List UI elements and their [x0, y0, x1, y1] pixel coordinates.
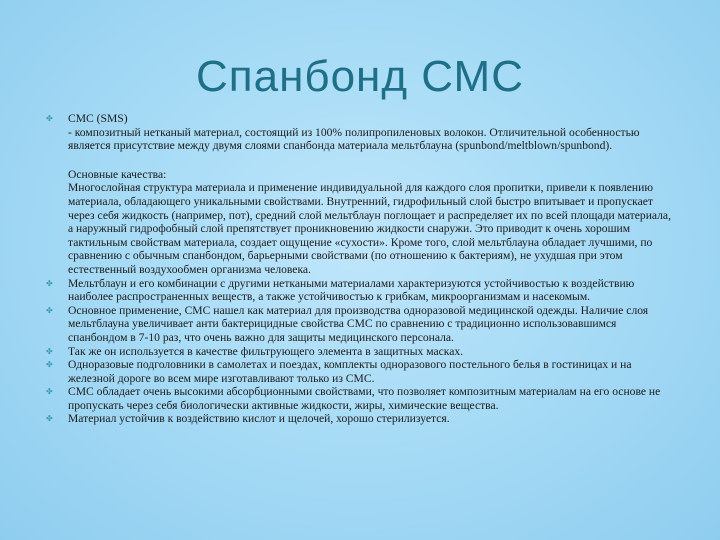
bullet-text: Материал устойчив к воздействию кислот и щелочей, хорошо стерилизуется.: [68, 412, 450, 426]
bullet-text: Так же он используется в качестве фильтрующего элемента в защитных масках.: [68, 344, 464, 358]
bullet-text: СМС (SMS) - композитный нетканый материал, состоящий из 100% полипропиленовых волокон. Отличительной особенностью является присутствие между двумя слоями спанбонда материала мельтблауна (spunbond/meltblown/spunbond).: [68, 112, 640, 153]
bullet-item: [46, 344, 678, 359]
bullet-text: Мельтблаун и его комбинации с другими неткаными материалами характеризуются устойчивостью к воздействию наиболее распространенных веществ, а также устойчивостью к грибкам, микроорганизмам и насекомым.: [68, 276, 635, 304]
bullet-icon: ✤: [46, 346, 53, 356]
bullet-text: Одноразовые подголовники в самолетах и поездах, комплекты одноразового постельного белья в гостиницах и на железной дороге во всем мире изготавливают только из СМС.: [68, 358, 632, 385]
bullet-item: [46, 276, 678, 304]
paragraph-gap: [56, 153, 678, 168]
bullet-icon: ✤: [46, 305, 53, 315]
bullet-item: [46, 303, 678, 345]
slide-body: [46, 112, 678, 426]
bullet-item: [46, 385, 678, 412]
bullet-icon: ✤: [46, 278, 53, 288]
bullet-text: Основное применение, СМС нашел как материал для производства одноразовой медицинской одежды. Наличие слоя мельтблауна увеличивает анти бактерицидные свойства СМС по сравнению с традиционно использовавшимся спанбондом в 7-10 раз, что очень важно для защиты медицинского персонала.: [68, 303, 649, 344]
bullet-icon: ✤: [46, 414, 53, 424]
bullet-item: [46, 112, 678, 153]
bullet-item: [46, 412, 678, 426]
bullet-icon: ✤: [46, 114, 53, 123]
bullet-item: [46, 358, 678, 385]
bullet-item: [56, 168, 678, 277]
bullet-icon: ✤: [46, 360, 53, 370]
bullet-icon: ✤: [46, 387, 53, 397]
bullet-text: Основные качества: Многослойная структура материала и применение индивидуальной для каждого слоя пропитки, привели к появлению материала, обладающего уникальными свойствами. Внутренний, гидрофильный слой быстро впитывает и пропускает через себя жидкость (например, пот), средний слой мельтблаун поглощает и распределяет их по всей площади материала, а наружный гидрофобный слой препятствует проникновению жидкости снаружи. Это приводит к очень хорошим тактильным свойствам материала, создает ощущение «сухости». Кроме того, слой мельтблауна обладает лучшими, по сравнению с обычным спанбондом, барьерными свойствами (по отношению к бактериям), не ухудшая при этом естественный воздухообмен организма человека.: [68, 167, 671, 276]
bullet-text: СМС обладает очень высокими абсорбционными свойствами, что позволяет композитным материалам на его основе не пропускать через себя биологически активные жидкости, жиры, химические вещества.: [68, 385, 661, 412]
slide-title: Спанбонд СМС: [196, 52, 524, 101]
